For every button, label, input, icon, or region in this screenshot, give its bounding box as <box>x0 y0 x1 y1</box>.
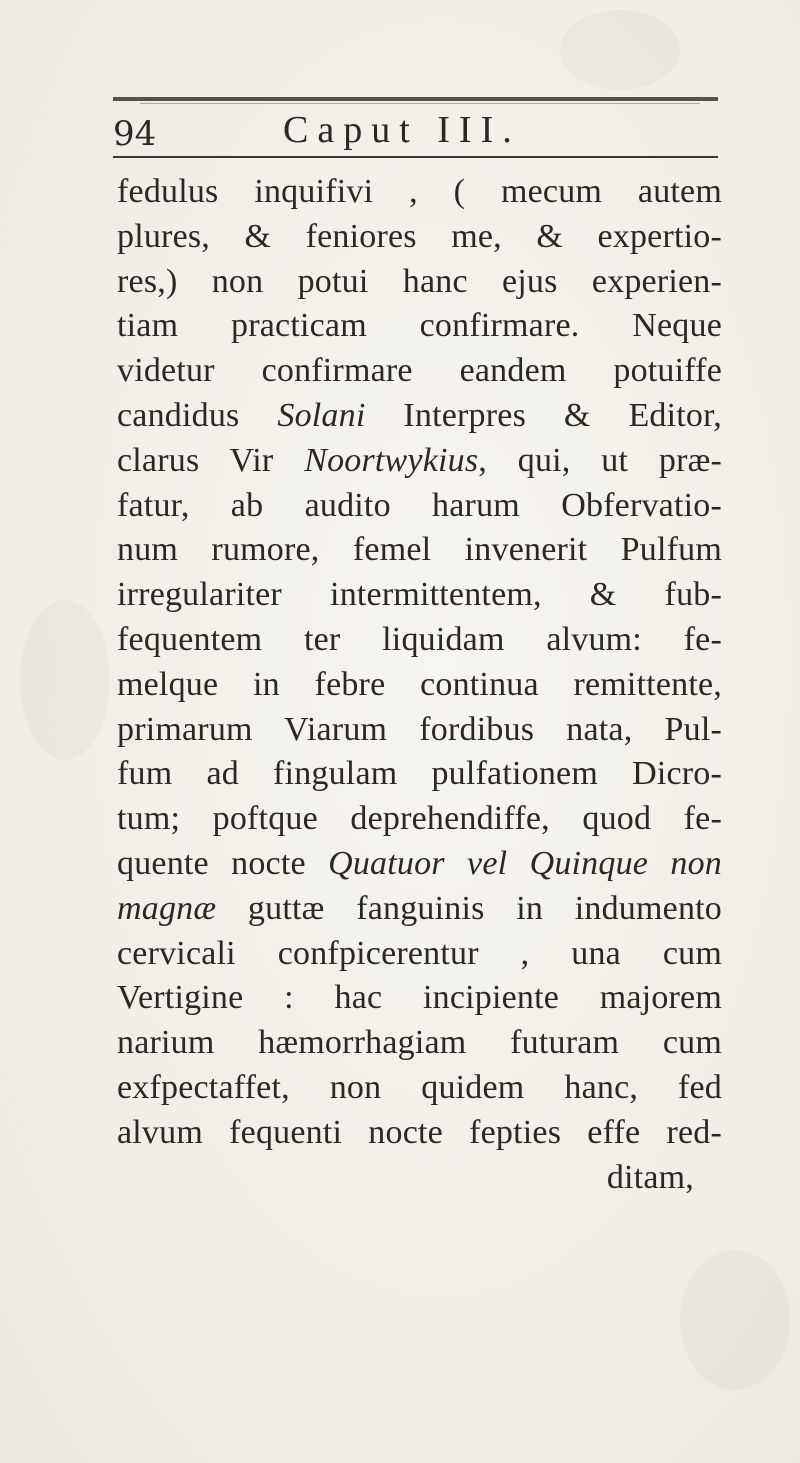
paper-stain <box>20 600 110 760</box>
text-line <box>117 215 722 260</box>
text-run: tiam practicam confirmare. Neque <box>117 307 722 345</box>
paper-stain <box>680 1250 790 1390</box>
text-line <box>117 1066 722 1111</box>
italic-text: Quatuor vel Quinque non <box>328 844 722 882</box>
text-line <box>117 618 722 663</box>
text-line <box>117 170 722 215</box>
text-run: res,) non potui hanc ejus experien- <box>117 262 722 300</box>
text-line <box>117 484 722 529</box>
text-run: tum; poftque deprehendiffe, quod fe- <box>117 800 722 838</box>
body-text <box>117 170 722 1200</box>
text-line <box>117 752 722 797</box>
italic-text: Solani <box>277 396 366 434</box>
text-run: exfpectaffet, non quidem hanc, fed <box>117 1068 722 1106</box>
text-line <box>117 528 722 573</box>
page-number: 94 <box>113 114 157 154</box>
text-run: videtur confirmare eandem potuiffe <box>117 352 722 390</box>
text-run: num rumore, femel invenerit Pulfum <box>117 531 722 569</box>
page-header <box>113 104 718 156</box>
italic-text: Noortwykius <box>304 441 479 479</box>
text-run: primarum Viarum fordibus nata, Pul- <box>117 710 722 748</box>
text-run: alvum fequenti nocte fepties effe red- <box>117 1113 722 1151</box>
text-run: fum ad fingulam pulfationem Dicro- <box>117 755 722 793</box>
text-line <box>117 1156 722 1201</box>
text-line <box>117 663 722 708</box>
text-run: clarus Vir <box>117 441 305 479</box>
text-line <box>117 573 722 618</box>
text-line <box>117 708 722 753</box>
text-run: irregulariter intermittentem, & fub- <box>117 576 722 614</box>
text-run: fatur, ab audito harum Obfervatio- <box>117 486 722 524</box>
text-line <box>117 1111 722 1156</box>
paper-stain <box>560 10 680 90</box>
text-run: fequentem ter liquidam alvum: fe- <box>117 620 722 658</box>
running-title: Caput III. <box>283 109 521 151</box>
text-run: Interpres & Editor, <box>365 396 722 434</box>
text-line <box>117 976 722 1021</box>
text-line <box>117 1021 722 1066</box>
text-run: melque in febre continua remittente, <box>117 665 722 703</box>
text-run: , qui, ut præ- <box>478 441 722 479</box>
text-line <box>117 304 722 349</box>
header-rule <box>113 156 718 158</box>
text-line <box>117 439 722 484</box>
text-line <box>117 932 722 977</box>
text-run: narium hæmorrhagiam futuram cum <box>117 1024 722 1062</box>
text-line <box>117 797 722 842</box>
text-run: Vertigine : hac incipiente majorem <box>117 979 722 1017</box>
text-run: plures, & feniores me, & expertio- <box>117 217 722 255</box>
text-run: fedulus inquifivi , ( mecum autem <box>117 173 722 210</box>
text-run: quente nocte <box>117 844 329 882</box>
text-run: cervicali confpicerentur , una cum <box>117 934 722 972</box>
text-run: guttæ fanguinis in indumento <box>216 889 722 927</box>
text-line <box>117 260 722 305</box>
italic-text: magnæ <box>117 889 217 927</box>
top-rule <box>113 97 718 101</box>
text-run: candidus <box>117 396 278 434</box>
text-line <box>117 349 722 394</box>
text-line <box>117 842 722 887</box>
text-run: ditam, <box>606 1158 694 1196</box>
text-line <box>117 887 722 932</box>
text-line <box>117 394 722 439</box>
